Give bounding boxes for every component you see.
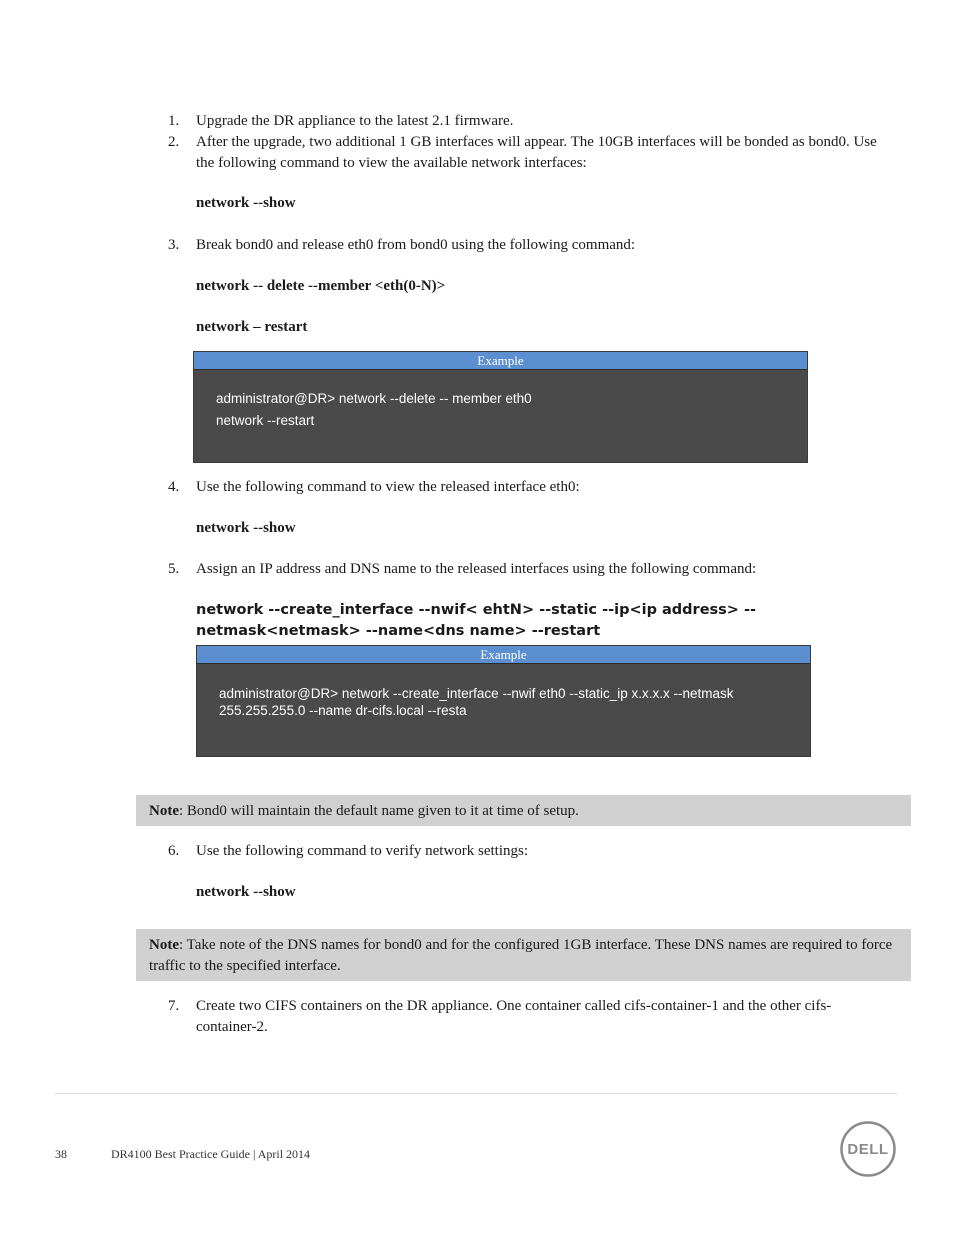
example-line: network --restart: [216, 413, 315, 428]
command-network-show: network --show: [196, 520, 296, 536]
example-header: Example: [194, 352, 807, 370]
step-2-number: 2.: [168, 134, 180, 150]
step-4-text: Use the following command to view the released interface eth0:: [196, 479, 580, 495]
example-body: [197, 664, 810, 719]
footer-document-title: DR4100 Best Practice Guide | April 2014: [111, 1147, 311, 1161]
command-network-show: network --show: [196, 195, 296, 211]
example-header: Example: [197, 646, 810, 664]
command-network-delete: network -- delete --member <eth(0-N)>: [196, 278, 446, 294]
note-box-2: [136, 929, 911, 981]
example-line: administrator@DR> network --delete -- member eth0: [216, 391, 532, 406]
footer-divider: [55, 1093, 897, 1094]
dell-logo: [840, 1121, 896, 1177]
note-text: : Bond0 will maintain the default name given to it at time of setup.: [179, 803, 579, 819]
example-body: [194, 370, 807, 429]
dell-logo-text: DELL: [847, 1141, 889, 1158]
step-1-number: 1.: [168, 113, 180, 129]
example-line: 255.255.255.0 --name dr-cifs.local --resta: [219, 703, 467, 718]
example-line: administrator@DR> network --create_interface --nwif eth0 --static_ip x.x.x.x --netmask: [219, 686, 734, 701]
example-box-2: [196, 645, 811, 757]
step-4-number: 4.: [168, 479, 180, 495]
command-network-show: network --show: [196, 884, 296, 900]
command-create-interface: network --create_interface --nwif< ehtN> --static --ip<ip address> --netmask<netmask> --name<dns name> --restart: [196, 602, 757, 639]
example-box-1: [193, 351, 808, 463]
command-network-restart: network – restart: [196, 319, 308, 335]
step-3-text: Break bond0 and release eth0 from bond0 using the following command:: [196, 237, 636, 253]
step-5-number: 5.: [168, 561, 180, 577]
step-2-text: After the upgrade, two additional 1 GB interfaces will appear. The 10GB interfaces will be bonded as bond0. Use the following command to view the available network interfaces:: [196, 134, 877, 171]
step-7-number: 7.: [168, 998, 180, 1014]
step-3-number: 3.: [168, 237, 180, 253]
note-label: Note: [149, 803, 179, 819]
step-1-text: Upgrade the DR appliance to the latest 2.1 firmware.: [196, 113, 514, 129]
step-5-text: Assign an IP address and DNS name to the released interfaces using the following command:: [196, 561, 757, 577]
step-7-text: Create two CIFS containers on the DR appliance. One container called cifs-container-1 and the other cifs-container-2.: [196, 998, 832, 1035]
note-text: : Take note of the DNS names for bond0 and for the configured 1GB interface. These DNS names are required to force traffic to the specified interface.: [149, 937, 893, 974]
page-number: 38: [55, 1147, 67, 1161]
step-6-number: 6.: [168, 843, 180, 859]
note-box-1: [136, 795, 911, 826]
step-6-text: Use the following command to verify network settings:: [196, 843, 529, 859]
note-label: Note: [149, 937, 179, 953]
